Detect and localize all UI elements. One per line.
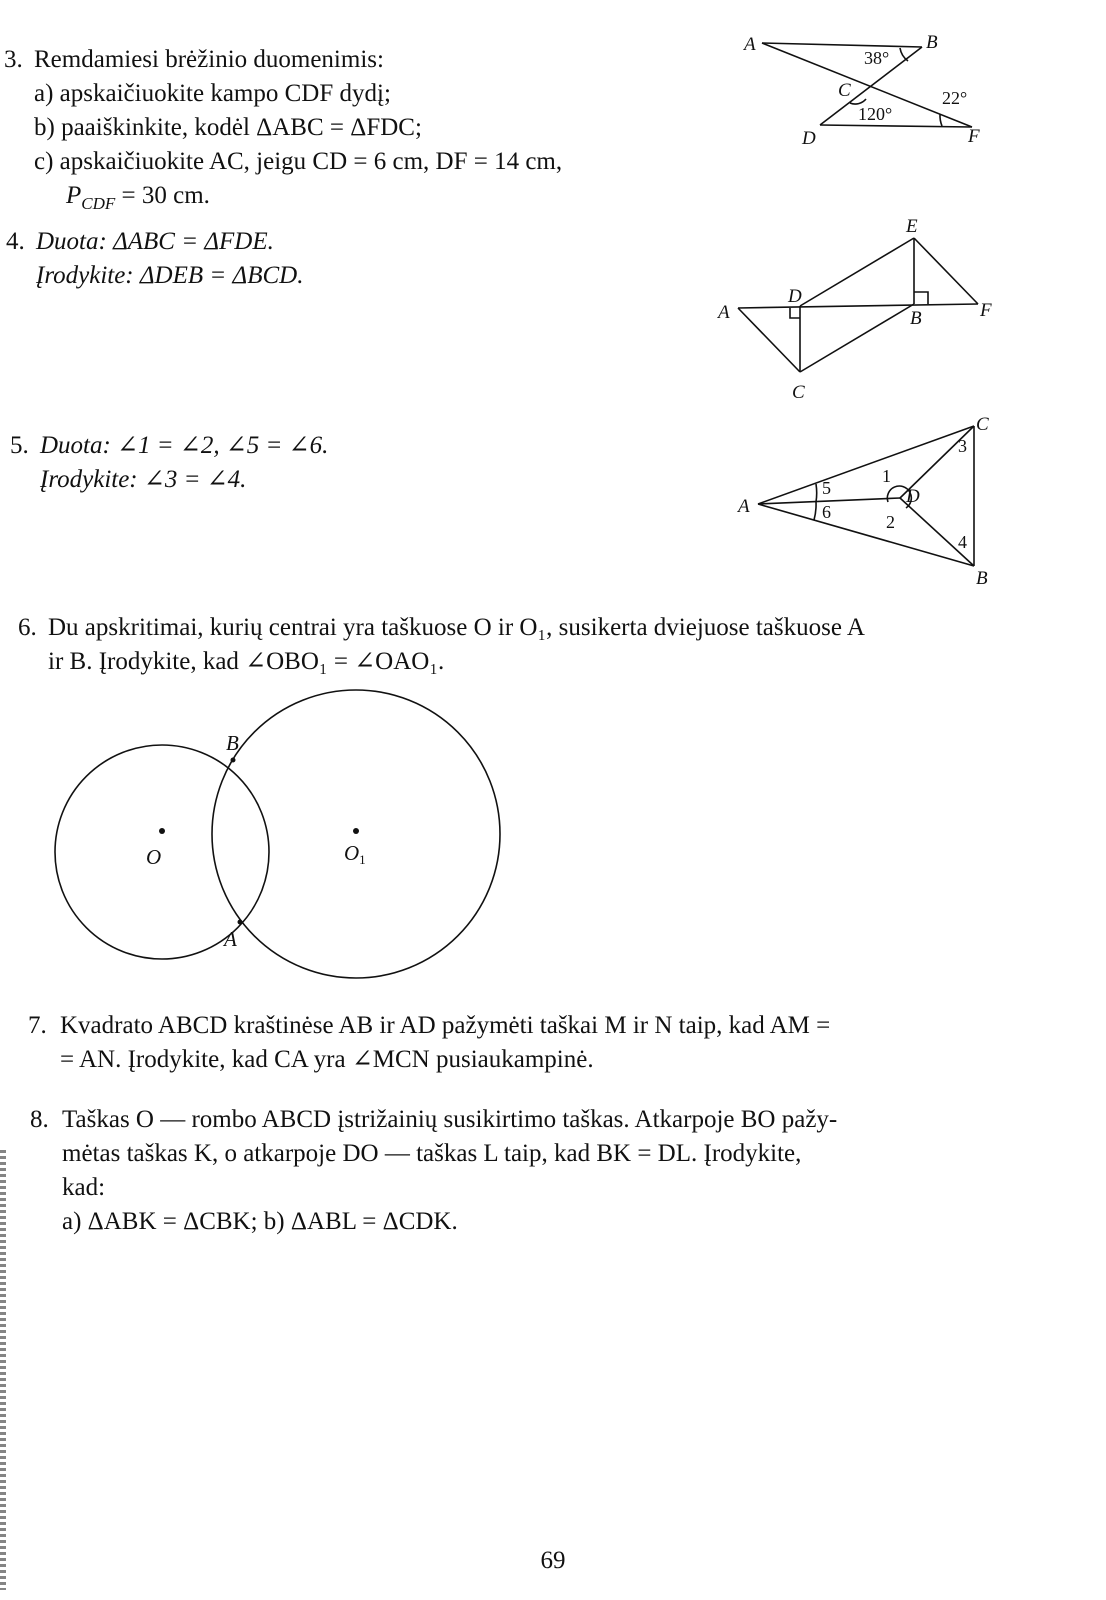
point-f-label: F [980,300,992,321]
point-a-label: A [744,34,756,55]
angle-f-value: 22° [942,88,968,108]
perimeter-value: = 30 cm. [115,182,210,209]
center-o-dot [159,828,165,834]
point-a-label: A [224,927,237,951]
problem-3-part-c: c) apskaičiuokite AC, jeigu CD = 6 cm, DF = 14 cm, [34,148,563,175]
angle-f-arc [940,114,942,126]
point-d-label: D [802,128,816,149]
point-a-label: A [718,302,730,323]
problem-5-given: Duota: ∠1 = ∠2, ∠5 = ∠6. [40,432,329,459]
problem-8-number: 8. [30,1106,49,1133]
point-c-label: C [792,382,805,403]
problem-7-line-1: Kvadrato ABCD kraštinėse AB ir AD pažymėti taškai M ir N taip, kad AM = [60,1012,831,1039]
point-c-label: C [976,414,989,435]
point-a-label: A [738,496,750,517]
circle-o [55,745,269,959]
angle-6-arc [814,502,816,520]
center-o1-letter: O [344,841,360,865]
problem-8-line-3: kad: [62,1174,106,1201]
angle-3-label: 3 [958,436,967,456]
angle-2-label: 2 [886,512,895,532]
point-b-label: B [910,308,922,329]
problem-3-part-a: a) apskaičiuokite kampo CDF dydį; [34,80,391,107]
problem-3-perimeter [66,180,210,220]
angle-b-value: 38° [864,48,890,68]
problem-8-line-1: Taškas O — rombo ABCD įstrižainių susikirtimo taškas. Atkarpoje BO pažy- [62,1106,838,1133]
problem-5-number: 5. [10,432,29,459]
center-o1-subscript: 1 [359,852,366,867]
segment-cb [800,304,914,372]
problem-5-prove: Įrodykite: ∠3 = ∠4. [40,466,247,493]
angle-1-label: 1 [882,466,891,486]
problem-4-prove: Įrodykite: ΔDEB = ΔBCD. [36,262,304,289]
problem-6-number: 6. [18,614,37,641]
angle-b-arc [900,48,908,61]
segment-df [820,125,972,127]
angle-4-label: 4 [958,532,967,552]
angle-6-label: 6 [822,502,831,522]
angle-5-arc [816,484,817,502]
angle-5-label: 5 [822,478,831,498]
problem-3-intro: Remdamiesi brėžinio duomenimis: [34,46,384,73]
problem-3-number: 3. [4,46,23,73]
point-c-label: C [838,80,851,101]
segment-de [800,238,914,306]
perimeter-symbol: P [66,182,82,209]
segment-ac [758,426,974,504]
point-d-label: D [788,286,802,307]
problem-6-line-1: Du apskritimai, kurių centrai yra taškuose O ir O₁, susikerta dviejuose taškuose A [48,614,865,641]
point-b-label: B [976,568,988,589]
center-o-label: O [146,845,162,869]
point-e-label: E [906,216,918,237]
point-b-dot [231,758,236,763]
right-angle-b [914,292,928,304]
problem-4-given: Duota: ΔABC = ΔFDE. [36,228,274,255]
problem-8-line-2: mėtas taškas K, o atkarpoje DO — taškas L taip, kad BK = DL. Įrodykite, [62,1140,802,1167]
problem-3-figure [740,30,1000,150]
problem-4-figure [716,212,1006,412]
point-f-label: F [968,126,980,147]
point-b-label: B [926,32,938,53]
segment-ef [914,238,978,304]
perimeter-subscript: CDF [81,194,116,213]
point-d-label: D [906,486,920,507]
scan-edge-shadow [0,1150,6,1590]
segment-af [738,304,978,308]
problem-8-line-4: a) ΔABK = ΔCBK; b) ΔABL = ΔCDK. [62,1208,458,1235]
right-angle-d [790,308,800,318]
angle-c-value: 120° [858,104,893,124]
problem-7-line-2: = AN. Įrodykite, kad CA yra ∠MCN pusiaukampinė. [60,1046,594,1073]
point-a-dot [238,920,243,925]
segment-ab [758,504,974,566]
center-o1-dot [353,828,359,834]
problem-7-number: 7. [28,1012,47,1039]
problem-4-number: 4. [6,228,25,255]
problem-6-figure [40,690,520,1000]
problem-3-part-b: b) paaiškinkite, kodėl ΔABC = ΔFDC; [34,114,422,141]
center-o1-label [344,841,366,867]
problem-6-line-2: ir B. Įrodykite, kad ∠OBO₁ = ∠OAO₁. [48,648,445,675]
page-number: 69 [540,1547,566,1574]
point-b-label: B [226,731,239,755]
segment-ab [762,43,922,47]
problem-5-figure [736,410,1006,590]
